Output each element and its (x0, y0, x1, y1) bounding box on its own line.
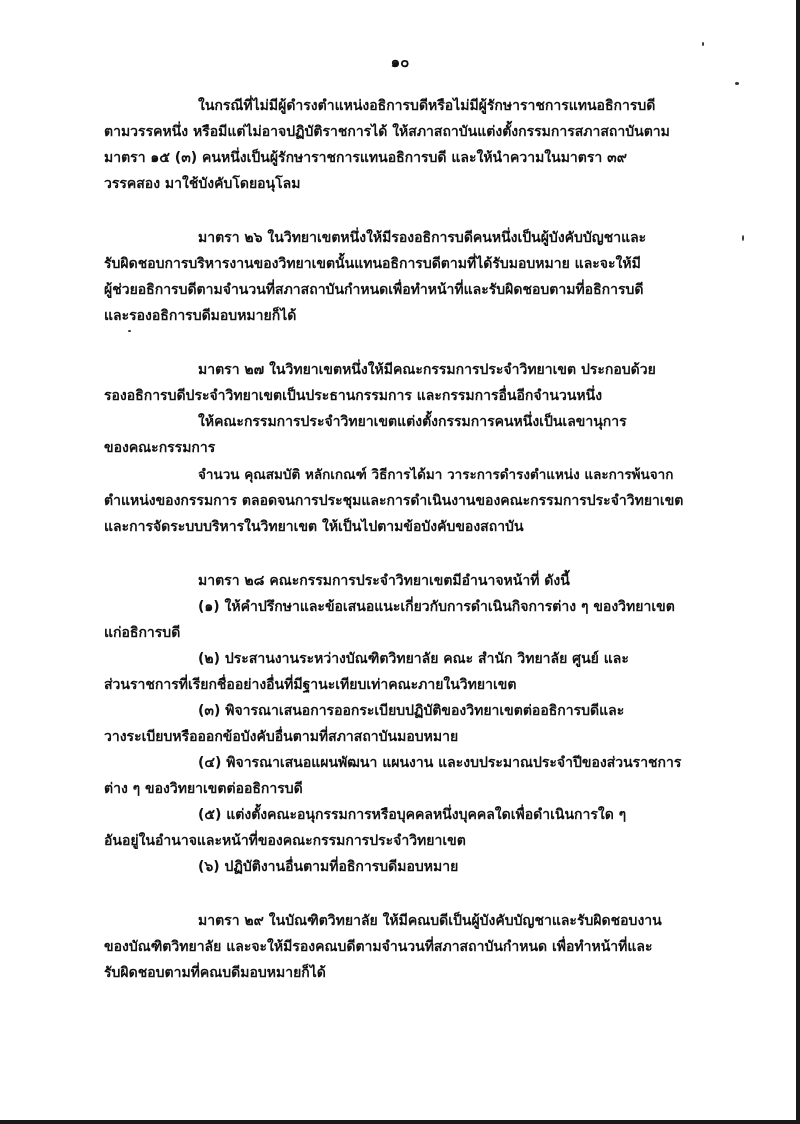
text-line: ต่าง ๆ ของวิทยาเขตต่ออธิการบดี (104, 781, 303, 797)
scan-edge-right (796, 0, 800, 1124)
text-line: (๔) พิจารณาเสนอแผนพัฒนา แผนงาน และงบประมาณประจำปีของส่วนราชการ (198, 755, 682, 771)
text-line: มาตรา ๒๘ คณะกรรมการประจำวิทยาเขตมีอำนาจหน้าที่ ดังนี้ (198, 573, 570, 589)
text-line: ในกรณีที่ไม่มีผู้ดำรงตำแหน่งอธิการบดีหรือไม่มีผู้รักษาราชการแทนอธิการบดี (198, 98, 656, 114)
text-line: ของบัณฑิตวิทยาลัย และจะให้มีรองคณบดีตามจำนวนที่สภาสถาบันกำหนด เพื่อทำหน้าที่และ (104, 939, 653, 955)
text-line: รับผิดชอบการบริหารงานของวิทยาเขตนั้นแทนอธิการบดีตามที่ได้รับมอบหมาย และจะให้มี (104, 256, 641, 272)
scan-speck (128, 330, 131, 332)
scan-speck (702, 42, 704, 46)
text-line: มาตรา ๒๙ ในบัณฑิตวิทยาลัย ให้มีคณบดีเป็นผู้บังคับบัญชาและรับผิดชอบงาน (198, 913, 662, 929)
text-line: ตามวรรคหนึ่ง หรือมีแต่ไม่อาจปฏิบัติราชการได้ ให้สภาสถาบันแต่งตั้งกรรมการสภาสถาบันตาม (104, 124, 670, 140)
text-line: มาตรา ๑๕ (๓) คนหนึ่งเป็นผู้รักษาราชการแทนอธิการบดี และให้นำความในมาตรา ๓๙ (104, 150, 627, 166)
text-line: วางระเบียบหรือออกข้อบังคับอื่นตามที่สภาสถาบันมอบหมาย (104, 729, 459, 745)
text-line: และรองอธิการบดีมอบหมายก็ได้ (104, 308, 297, 324)
text-line: ส่วนราชการที่เรียกชื่ออย่างอื่นที่มีฐานะเทียบเท่าคณะภายในวิทยาเขต (104, 677, 517, 693)
text-line: (๕) แต่งตั้งคณะอนุกรรมการหรือบุคคลหนึ่งบุคคลใดเพื่อดำเนินการใด ๆ (198, 807, 627, 823)
text-line: มาตรา ๒๖ ในวิทยาเขตหนึ่งให้มีรองอธิการบดีคนหนึ่งเป็นผู้บังคับบัญชาและ (198, 230, 647, 246)
text-line: (๖) ปฏิบัติงานอื่นตามที่อธิการบดีมอบหมาย (198, 859, 459, 875)
text-line: วรรคสอง มาใช้บังคับโดยอนุโลม (104, 176, 301, 192)
text-line: อันอยู่ในอำนาจและหน้าที่ของคณะกรรมการประจำวิทยาเขต (104, 833, 466, 849)
text-line: มาตรา ๒๗ ในวิทยาเขตหนึ่งให้มีคณะกรรมการประจำวิทยาเขต ประกอบด้วย (198, 362, 656, 378)
scan-speck (742, 235, 744, 241)
text-line: (๑) ให้คำปรึกษาและข้อเสนอแนะเกี่ยวกับการดำเนินกิจการต่าง ๆ ของวิทยาเขต (198, 599, 675, 615)
scan-edge-bottom (0, 1120, 800, 1124)
text-line: ผู้ช่วยอธิการบดีตามจำนวนที่สภาสถาบันกำหนดเพื่อทำหน้าที่และรับผิดชอบตามที่อธิการบดี (104, 282, 644, 298)
text-line: จำนวน คุณสมบัติ หลักเกณฑ์ วิธีการได้มา วาระการดำรงตำแหน่ง และการพ้นจาก (198, 467, 674, 483)
text-line: ให้คณะกรรมการประจำวิทยาเขตแต่งตั้งกรรมการคนหนึ่งเป็นเลขานุการ (198, 414, 627, 430)
text-line: ของคณะกรรมการ (104, 440, 216, 456)
text-line: รองอธิการบดีประจำวิทยาเขตเป็นประธานกรรมการ และกรรมการอื่นอีกจำนวนหนึ่ง (104, 388, 603, 404)
text-line: (๒) ประสานงานระหว่างบัณฑิตวิทยาลัย คณะ สำนัก วิทยาลัย ศูนย์ และ (198, 651, 629, 667)
text-line: ตำแหน่งของกรรมการ ตลอดจนการประชุมและการดำเนินงานของคณะกรรมการประจำวิทยาเขต (104, 493, 684, 509)
text-line: (๓) พิจารณาเสนอการออกระเบียบปฏิบัติของวิทยาเขตต่ออธิการบดีและ (198, 703, 625, 719)
page-number: ๑๐ (390, 53, 410, 71)
text-line: แก่อธิการบดี (104, 625, 181, 641)
scan-speck (735, 82, 739, 85)
text-line: และการจัดระบบบริหารในวิทยาเขต ให้เป็นไปตามข้อบังคับของสถาบัน (104, 519, 524, 535)
text-line: รับผิดชอบตามที่คณบดีมอบหมายก็ได้ (104, 965, 326, 981)
